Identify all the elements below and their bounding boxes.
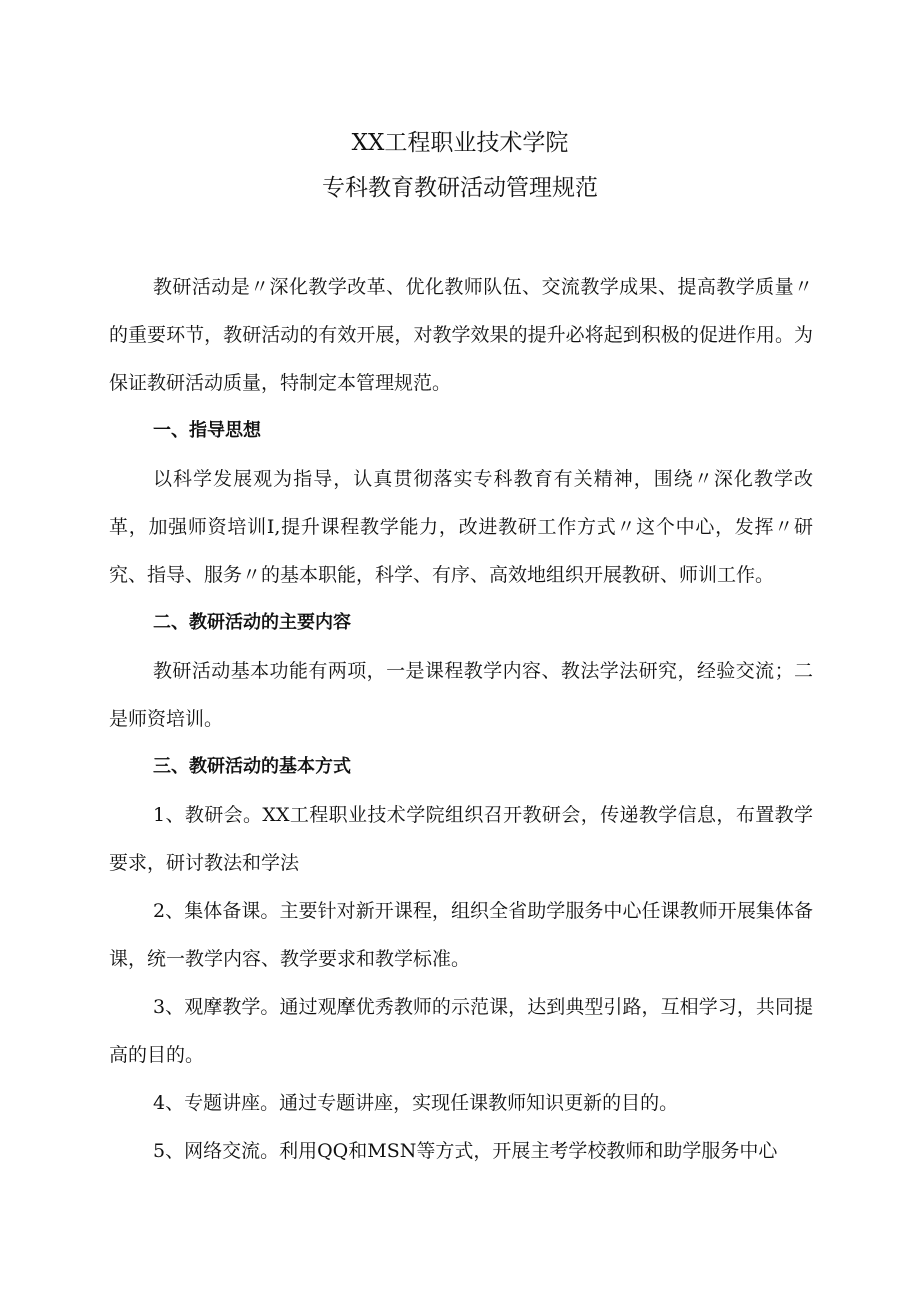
method-item-special-lecture: 4、专题讲座。通过专题讲座，实现任课教师知识更新的目的。	[153, 1092, 679, 1114]
method-item-network-exchange: 5、网络交流。利用QQ和MSN等方式，开展主考学校教师和助学服务中心	[153, 1140, 778, 1162]
section-heading-main-content: 二、教研活动的主要内容	[153, 612, 351, 633]
document-title-line-1: XX工程职业技术学院	[351, 130, 569, 156]
document-body	[109, 263, 813, 1175]
method-item-observation-teaching: 3、观摩教学。通过观摩优秀教师的示范课，达到典型引路，互相学习，共同提高的目的。	[109, 996, 813, 1066]
section-heading-basic-methods: 三、教研活动的基本方式	[153, 756, 351, 777]
section-heading-guiding-ideology: 一、指导思想	[153, 420, 261, 441]
main-content-paragraph: 教研活动基本功能有两项，一是课程教学内容、教法学法研究，经验交流；二是师资培训。	[109, 660, 813, 730]
intro-paragraph: 教研活动是〃深化教学改革、优化教师队伍、交流教学成果、提高教学质量〃的重要环节，教研活动的有效开展，对教学效果的提升必将起到积极的促进作用。为保证教研活动质量，特制定本管理规范。	[109, 276, 813, 394]
document-title-line-2: 专科教育教研活动管理规范	[322, 175, 598, 201]
method-item-collective-lesson-prep: 2、集体备课。主要针对新开课程，组织全省助学服务中心任课教师开展集体备课，统一教学内容、教学要求和教学标准。	[109, 900, 813, 970]
guiding-ideology-paragraph: 以科学发展观为指导，认真贯彻落实专科教育有关精神，围绕〃深化教学改革，加强师资培训I,提升课程教学能力，改进教研工作方式〃这个中心，发挥〃研究、指导、服务〃的基本职能，科学、有序、高效地组织开展教研、师训工作。	[109, 468, 813, 586]
method-item-seminar: 1、教研会。XX工程职业技术学院组织召开教研会，传递教学信息，布置教学要求，研讨教法和学法	[109, 804, 813, 874]
